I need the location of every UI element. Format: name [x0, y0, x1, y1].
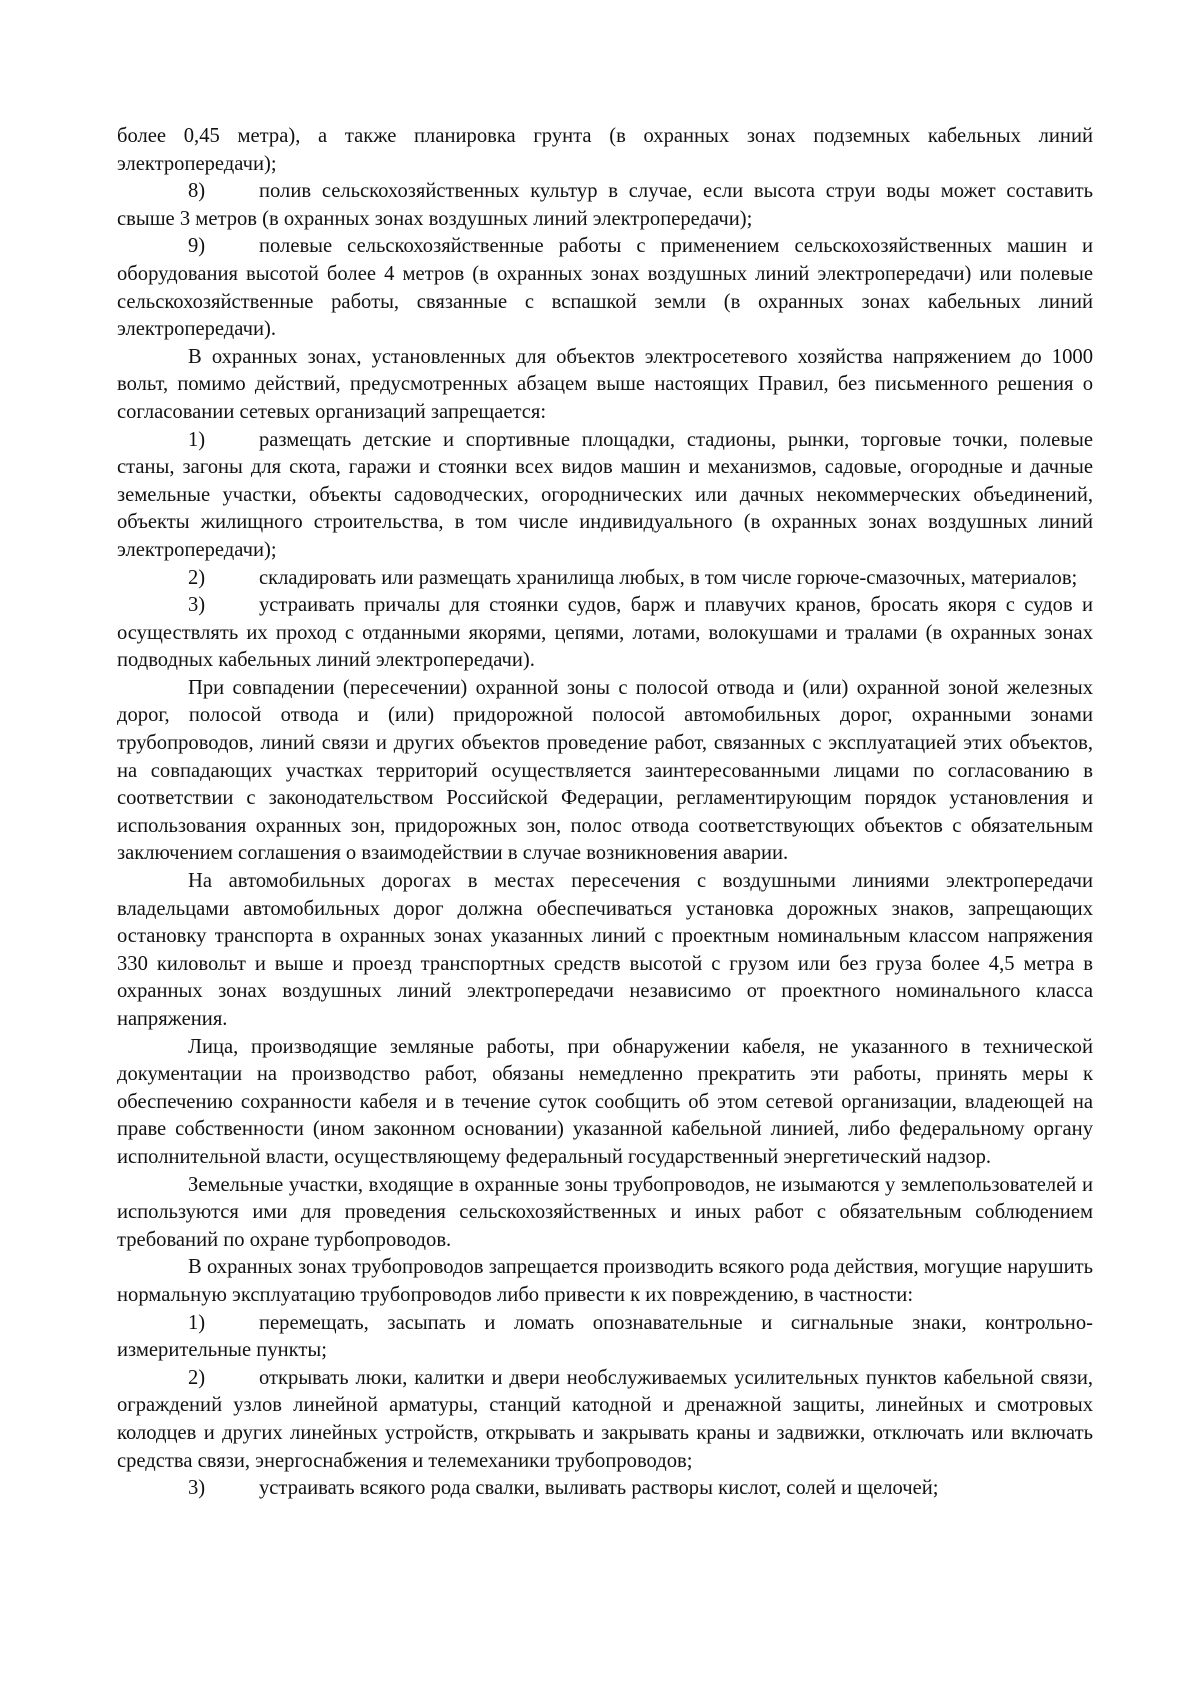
list-item-number: 2) — [188, 566, 206, 589]
paragraph-text: более 0,45 метра), а также планировка грунта (в охранных зонах подземных кабельных линий электропередачи); — [117, 125, 1093, 175]
paragraph-text: В охранных зонах трубопроводов запрещается производить всякого рода действия, могущие нарушить нормальную эксплуатацию трубопроводов либо привести к их повреждению, в частности: — [117, 1256, 1093, 1306]
list-item-number: 2) — [188, 1366, 206, 1389]
paragraph-zone-overlap — [117, 675, 1093, 868]
paragraph-text: На автомобильных дорогах в местах пересечения с воздушными линиями электропередачи владельцами автомобильных дорог должна обеспечиваться установка дорожных знаков, запрещающих остановку транспорта в охранных зонах указанных линий с проектным номинальным классом напряжения 330 киловольт и выше и проезд транспортных средств высотой с грузом или без груза более 4,5 метра в охранных зонах воздушных линий электропередачи независимо от проектного номинального класса напряжения. — [117, 870, 1093, 1030]
list-item-text: устраивать всякого рода свалки, выливать растворы кислот, солей и щелочей; — [259, 1477, 939, 1500]
list-item-text: открывать люки, калитки и двери необслуживаемых усилительных пунктов кабельной связи, ограждений узлов линейной арматуры, станций катодной и дренажной защиты, линейных и смотровых колодцев и других линейных устройств, открывать и закрывать краны и задвижки, отключать или включать средства связи, энергоснабжения и телемеханики трубопроводов; — [117, 1366, 1093, 1472]
list-item-3 — [117, 592, 1093, 675]
list-item-text: устраивать причалы для стоянки судов, барж и плавучих кранов, бросать якоря с судов и осуществлять их проход с отданными якорями, цепями, лотами, волокушами и тралами (в охранных зонах подводных кабельных линий электропередачи). — [117, 594, 1093, 672]
list-item-text: перемещать, засыпать и ломать опознавательные и сигнальные знаки, контрольно-измерительные пункты; — [117, 1311, 1093, 1362]
document-body — [117, 123, 1093, 1503]
list-item-number: 3) — [188, 1477, 206, 1500]
list-item-9 — [117, 233, 1093, 343]
paragraph-cable-discovery — [117, 1034, 1093, 1172]
list-item-number: 8) — [188, 180, 206, 203]
list-item-2 — [117, 565, 1093, 593]
list-item-text: полевые сельскохозяйственные работы с применением сельскохозяйственных машин и оборудования высотой более 4 метров (в охранных зонах воздушных линий электропередачи) или полевые сельскохозяйственные работы, связанные с вспашкой земли (в охранных зонах кабельных линий электропередачи). — [117, 235, 1093, 341]
paragraph-text: При совпадении (пересечении) охранной зоны с полосой отвода и (или) охранной зоной железных дорог, полосой отвода и (или) придорожной полосой автомобильных дорог, охранными зонами трубопроводов, линий связи и других объектов проведение работ, связанных с эксплуатацией этих объектов, на совпадающих участках территорий осуществляется заинтересованными лицами по согласованию в соответствии с законодательством Российской Федерации, регламентирующим порядок установления и использования охранных зон, придорожных зон, полос отвода соответствующих объектов с обязательным заключением соглашения о взаимодействии в случае возникновения аварии. — [117, 676, 1093, 865]
list-item-text: размещать детские и спортивные площадки, стадионы, рынки, торговые точки, полевые станы, загоны для скота, гаражи и стоянки всех видов машин и механизмов, садовые, огородные и дачные земельные участки, объекты садоводческих, огороднических или дачных некоммерческих объединений, объекты жилищного строительства, в том числе индивидуального (в охранных зонах воздушных линий электропередачи); — [117, 428, 1093, 561]
list-item-number: 3) — [188, 594, 206, 617]
list-item-text: полив сельскохозяйственных культур в случае, если высота струи воды может составить свыше 3 метров (в охранных зонах воздушных линий электропередачи); — [117, 180, 1093, 230]
list-item-number: 1) — [188, 1311, 206, 1334]
list-item-2-pipeline — [117, 1365, 1093, 1475]
list-item-8 — [117, 178, 1093, 233]
list-item-number: 1) — [188, 428, 206, 451]
paragraph-1000-volt-zones — [117, 344, 1093, 427]
list-item-1-pipeline — [117, 1310, 1093, 1365]
paragraph-road-signs — [117, 868, 1093, 1034]
paragraph-text: Лица, производящие земляные работы, при обнаружении кабеля, не указанного в технической документации на производство работ, обязаны немедленно прекратить эти работы, принять меры к обеспечению сохранности кабеля и в течение суток сообщить об этом сетевой организации, владеющей на праве собственности (ином законном основании) указанной кабельной линией, либо федеральному органу исполнительной власти, осуществляющему федеральный государственный энергетический надзор. — [117, 1035, 1093, 1168]
paragraph-land-plots — [117, 1172, 1093, 1255]
list-item-3-pipeline — [117, 1475, 1093, 1503]
list-item-text: складировать или размещать хранилища любых, в том числе горюче-смазочных, материалов; — [259, 566, 1078, 589]
list-item-number: 9) — [188, 235, 206, 258]
paragraph-pipeline-prohibitions — [117, 1254, 1093, 1309]
paragraph-text: Земельные участки, входящие в охранные зоны трубопроводов, не изымаются у землепользователей и используются ими для проведения сельскохозяйственных и иных работ с обязательным соблюдением требований по охране турбопроводов. — [117, 1173, 1093, 1251]
paragraph-text: В охранных зонах, установленных для объектов электросетевого хозяйства напряжением до 1000 вольт, помимо действий, предусмотренных абзацем выше настоящих Правил, без письменного решения о согласовании сетевых организаций запрещается: — [117, 345, 1093, 423]
paragraph-continuation — [117, 123, 1093, 178]
list-item-1 — [117, 427, 1093, 565]
